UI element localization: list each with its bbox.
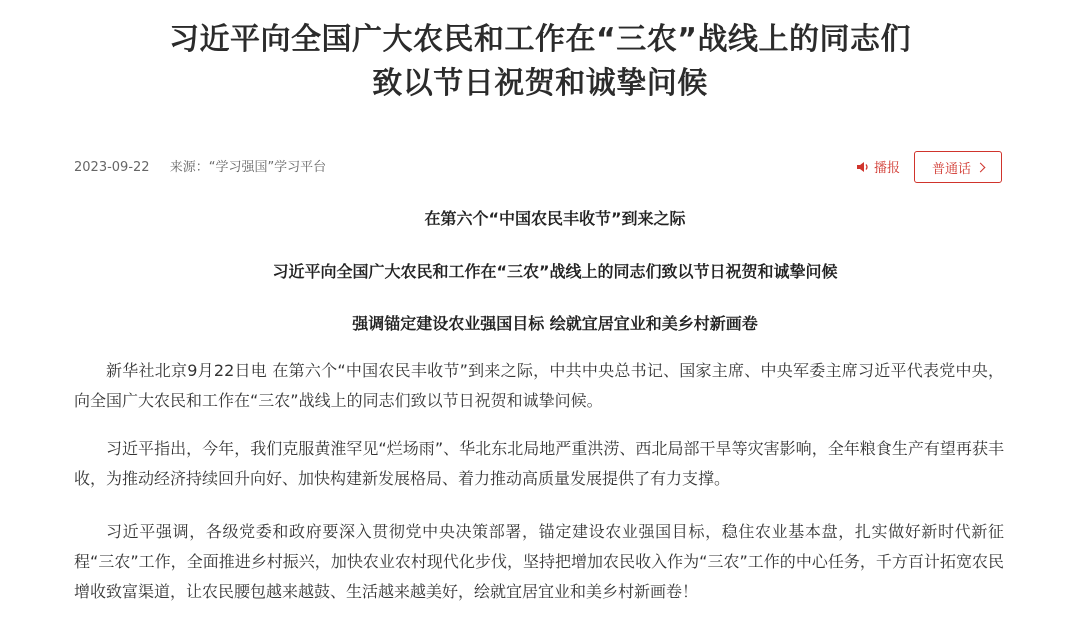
publish-date: 2023-09-22 <box>74 160 150 175</box>
article-meta <box>74 156 342 175</box>
article-source: 来源：“学习强国”学习平台 <box>169 160 327 175</box>
subheading-3: 强调锚定建设农业强国目标 绘就宜居宜业和美乡村新画卷 <box>352 314 758 333</box>
paragraph-1: 新华社北京9月22日电 在第六个“中国农民丰收节”到来之际，中共中央总书记、国家主席、中央军委主席习近平代表党中央，向全国广大农民和工作在“三农”战线上的同志们致以节日祝贺和诚挚问候。 <box>74 361 1004 410</box>
subheading-1: 在第六个“中国农民丰收节”到来之际 <box>424 209 686 228</box>
title-line-1: 习近平向全国广大农民和工作在“三农”战线上的同志们 <box>169 22 911 57</box>
chevron-right-icon <box>976 163 986 173</box>
broadcast-button[interactable] <box>856 157 900 176</box>
paragraph-2: 习近平指出，今年，我们克服黄淮罕见“烂场雨”、华北东北局地严重洪涝、西北局部干旱等灾害影响，全年粮食生产有望再获丰收，为推动经济持续回升向好、加快构建新发展格局、着力推动高质量发展提供了有力支撑。 <box>74 439 1004 488</box>
paragraph-3: 习近平强调，各级党委和政府要深入贯彻党中央决策部署，锚定建设农业强国目标，稳住农业基本盘，扎实做好新时代新征程“三农”工作，全面推进乡村振兴，加快农业农村现代化步伐，坚持把增加农民收入作为“三农”工作的中心任务，千方百计拓宽农民增收致富渠道，让农民腰包越来越鼓、生活越来越美好，绘就宜居宜业和美乡村新画卷！ <box>74 522 1004 601</box>
article-title <box>0 18 1080 106</box>
voice-select-button[interactable] <box>914 151 1002 183</box>
subheading-2: 习近平向全国广大农民和工作在“三农”战线上的同志们致以节日祝贺和诚挚问候 <box>272 262 838 281</box>
title-line-2: 致以节日祝贺和诚挚问候 <box>372 66 708 101</box>
speaker-icon <box>856 161 870 173</box>
broadcast-label: 播报 <box>874 161 901 176</box>
voice-label: 普通话 <box>931 161 971 177</box>
